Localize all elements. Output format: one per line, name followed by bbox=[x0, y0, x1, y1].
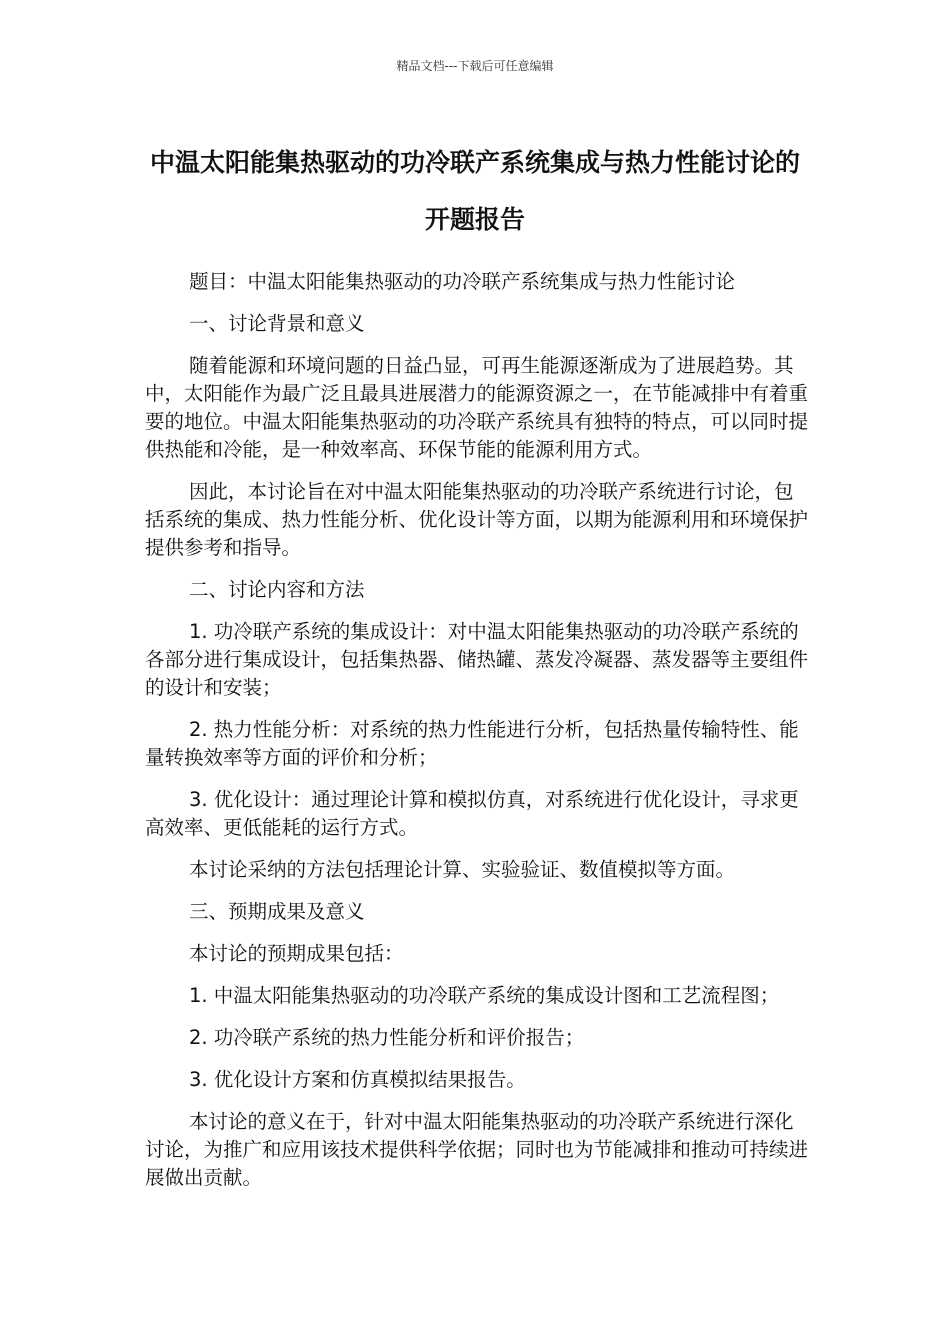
document-body bbox=[145, 268, 810, 1206]
section-heading-background: 一、讨论背景和意义 bbox=[189, 312, 365, 335]
page-header-note: 精品文档---下载后可任意编辑 bbox=[396, 59, 554, 73]
section-heading-content: 二、讨论内容和方法 bbox=[189, 578, 365, 601]
section-heading-outcomes: 三、预期成果及意义 bbox=[189, 900, 365, 923]
list-item-optimization: 3. 优化设计：通过理论计算和模拟仿真，对系统进行优化设计，寻求更高效率、更低能耗的运行方式。 bbox=[145, 788, 799, 839]
document-title: 中温太阳能集热驱动的功冷联产系统集成与热力性能讨论的开题报告 bbox=[149, 148, 800, 234]
outcome-item-1: 1. 中温太阳能集热驱动的功冷联产系统的集成设计图和工艺流程图； bbox=[189, 984, 780, 1007]
outcome-item-2: 2. 功冷联产系统的热力性能分析和评价报告； bbox=[189, 1026, 585, 1049]
paragraph-methods: 本讨论采纳的方法包括理论计算、实验验证、数值模拟等方面。 bbox=[189, 858, 736, 881]
list-item-integration: 1. 功冷联产系统的集成设计：对中温太阳能集热驱动的功冷联产系统的各部分进行集成设计，包括集热器、储热罐、蒸发冷凝器、蒸发器等主要组件的设计和安装； bbox=[145, 620, 809, 699]
outcome-item-3: 3. 优化设计方案和仿真模拟结果报告。 bbox=[189, 1068, 526, 1091]
paragraph-background: 随着能源和环境问题的日益凸显，可再生能源逐渐成为了进展趋势。其中，太阳能作为最广泛且最具进展潜力的能源资源之一，在节能减排中有着重要的地位。中温太阳能集热驱动的功冷联产系统具有独特的特点，可以同时提供热能和冷能，是一种效率高、环保节能的能源利用方式。 bbox=[145, 354, 809, 461]
list-item-thermal-analysis: 2. 热力性能分析：对系统的热力性能进行分析，包括热量传输特性、能量转换效率等方面的评价和分析； bbox=[145, 718, 799, 769]
paragraph-outcomes-intro: 本讨论的预期成果包括： bbox=[189, 942, 404, 965]
paragraph-purpose: 因此，本讨论旨在对中温太阳能集热驱动的功冷联产系统进行讨论，包括系统的集成、热力性能分析、优化设计等方面，以期为能源利用和环境保护提供参考和指导。 bbox=[145, 480, 809, 559]
topic-line: 题目：中温太阳能集热驱动的功冷联产系统集成与热力性能讨论 bbox=[189, 270, 736, 293]
paragraph-significance: 本讨论的意义在于，针对中温太阳能集热驱动的功冷联产系统进行深化讨论，为推广和应用该技术提供科学依据；同时也为节能减排和推动可持续进展做出贡献。 bbox=[145, 1110, 809, 1189]
